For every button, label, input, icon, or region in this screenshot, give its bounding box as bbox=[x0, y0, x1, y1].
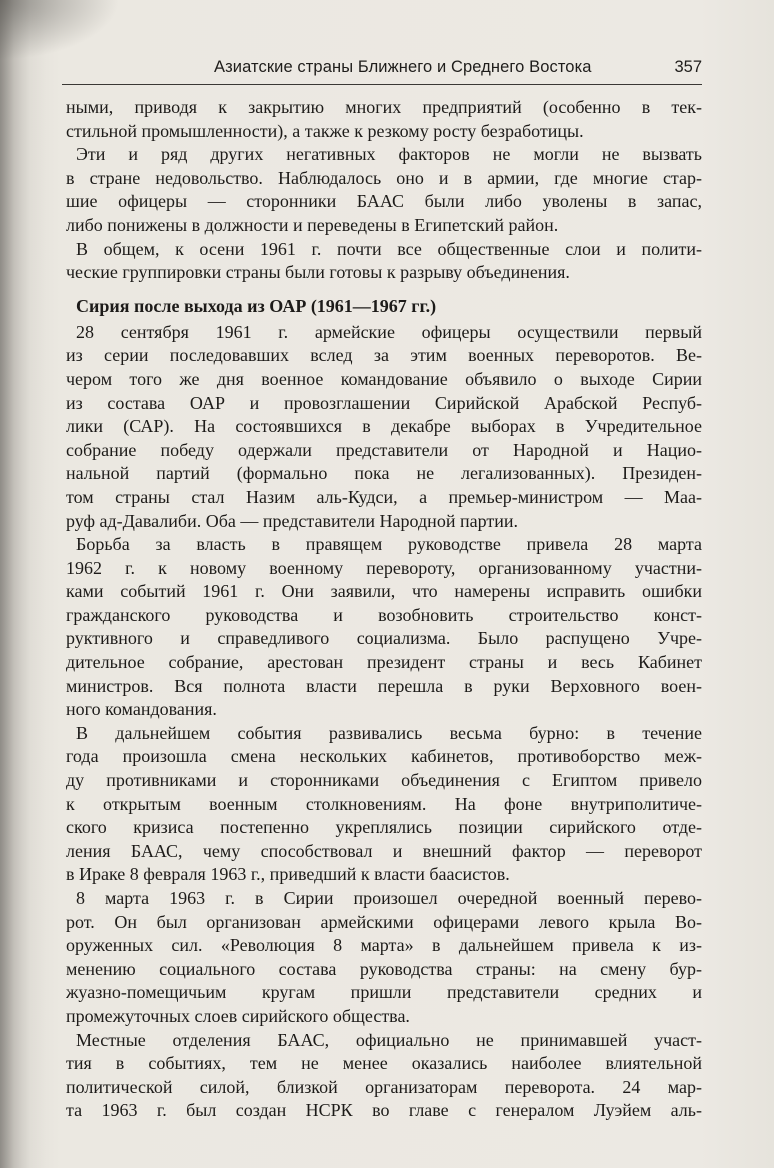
text-line: политической силой, близкой организаторам переворота. 24 мар- bbox=[66, 1076, 702, 1097]
text-line: руф ад-Давалиби. Оба — представители Народной партии. bbox=[66, 510, 518, 531]
paragraph-2 bbox=[66, 143, 702, 237]
text-line: ду противниками и сторонниками объединения с Египтом привело bbox=[66, 770, 702, 791]
text-line: 8 марта 1963 г. в Сирии произошел очередной военный перево- bbox=[76, 888, 702, 908]
text-line: ными, приводя к закрытию многих предприятий (особенно в тек- bbox=[66, 97, 702, 117]
text-line: оруженных сил. «Революция 8 марта» в дальнейшем привела к из- bbox=[66, 935, 702, 956]
text-line: гражданского руководства и возобновить строительство конст- bbox=[66, 604, 702, 625]
text-line: ками событий 1961 г. Они заявили, что намерены исправить ошибки bbox=[66, 581, 702, 602]
text-line: ческие группировки страны были готовы к разрыву объединения. bbox=[66, 262, 570, 283]
section-heading: Сирия после выхода из ОАР (1961—1967 гг.) bbox=[76, 295, 437, 316]
running-head: Азиатские страны Ближнего и Среднего Востока bbox=[214, 58, 592, 76]
text-line: нальной партий (формально пока не легализованных). Президен- bbox=[66, 463, 702, 484]
text-line: собрание победу одержали представители от Народной и Нацио- bbox=[66, 439, 702, 460]
paragraph-6 bbox=[66, 722, 702, 887]
text-line: чером того же дня военное командование объявило о выходе Сирии bbox=[66, 368, 702, 389]
text-line: Борьба за власть в правящем руководстве привела 28 марта bbox=[76, 534, 702, 555]
paragraph-4 bbox=[66, 321, 702, 533]
paragraph-3 bbox=[66, 238, 702, 285]
text-line: В общем, к осени 1961 г. почти все общественные слои и полити- bbox=[76, 238, 702, 259]
text-line: стильной промышленности), а также к резкому росту безработицы. bbox=[66, 120, 584, 141]
spine-shadow bbox=[0, 0, 46, 1168]
text-line: Местные отделения БААС, официально не принимавшей участ- bbox=[76, 1029, 702, 1050]
text-line: шие офицеры — сторонники БААС были либо уволены в запас, bbox=[66, 191, 702, 212]
text-line: менению социального состава руководства страны: на смену бур- bbox=[66, 958, 702, 979]
text-line: 28 сентября 1961 г. армейские офицеры осуществили первый bbox=[76, 321, 702, 342]
text-line: лики (САР). На состоявшихся в декабре выборах в Учредительное bbox=[66, 416, 702, 437]
header-rule bbox=[62, 84, 702, 85]
text-line: 1962 г. к новому военному перевороту, организованному участни- bbox=[66, 557, 702, 578]
text-line: жуазно-помещичьим кругам пришли представители средних и bbox=[66, 982, 702, 1003]
text-line: из состава ОАР и провозглашении Сирийской Арабской Респуб- bbox=[66, 392, 702, 413]
text-line: года произошла смена нескольких кабинетов, противоборство меж- bbox=[66, 746, 702, 767]
text-line: Эти и ряд других негативных факторов не могли не вызвать bbox=[76, 144, 702, 165]
text-line: дительное собрание, арестован президент страны и весь Кабинет bbox=[66, 652, 702, 673]
text-line: в стране недовольство. Наблюдалось оно и в армии, где многие стар- bbox=[66, 167, 702, 188]
text-line: промежуточных слоев сирийского общества. bbox=[66, 1005, 410, 1026]
text-line: ского кризиса постепенно укреплялись позиции сирийского отде- bbox=[66, 817, 702, 838]
paragraph-7 bbox=[66, 887, 702, 1029]
corner-shadow bbox=[0, 0, 120, 60]
paragraph-8 bbox=[66, 1029, 702, 1123]
text-line: ления БААС, чему способствовал и внешний фактор — переворот bbox=[66, 840, 702, 861]
text-line: из серии последовавших вслед за этим военных переворотов. Ве- bbox=[66, 345, 702, 366]
paragraph-5 bbox=[66, 533, 702, 722]
page-number: 357 bbox=[674, 58, 702, 76]
text-line: В дальнейшем события развивались весьма бурно: в течение bbox=[76, 722, 702, 743]
paragraph-1 bbox=[66, 96, 702, 143]
text-line: в Ираке 8 февраля 1963 г., приведший к власти баасистов. bbox=[66, 864, 510, 885]
text-line: рот. Он был организован армейскими офицерами левого крыла Во- bbox=[66, 911, 702, 932]
text-line: министров. Вся полнота власти перешла в руки Верховного воен- bbox=[66, 675, 702, 696]
text-line: к открытым военным столкновениям. На фоне внутриполитиче- bbox=[66, 793, 702, 814]
text-line: том страны стал Назим аль-Кудси, а премьер-министром — Маа- bbox=[66, 486, 702, 507]
text-line: либо понижены в должности и переведены в Египетский район. bbox=[66, 214, 559, 235]
text-line: тия в событиях, тем не менее оказались наиболее влиятельной bbox=[66, 1053, 702, 1074]
page-header bbox=[214, 56, 702, 82]
text-line: ного командования. bbox=[66, 699, 217, 720]
main-text bbox=[66, 96, 702, 1123]
text-line: та 1963 г. был создан НСРК во главе с генералом Луэйем аль- bbox=[66, 1100, 702, 1121]
text-line: руктивного и справедливого социализма. Было распущено Учре- bbox=[66, 628, 702, 649]
